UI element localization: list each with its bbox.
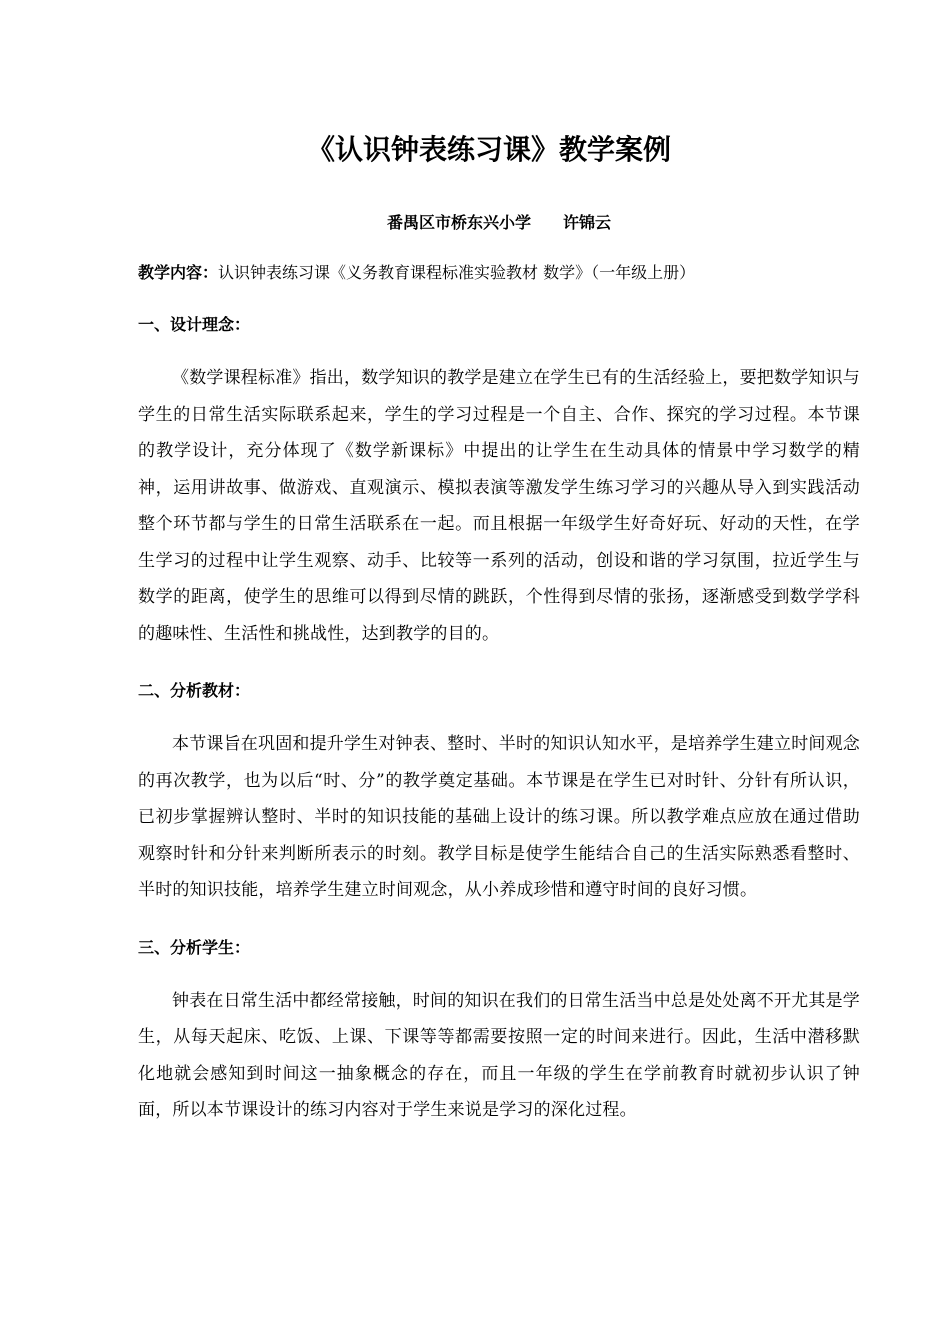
section-heading-design-concept: 一、设计理念： <box>138 315 251 334</box>
section-heading-textbook-analysis: 二、分析教材： <box>138 681 251 700</box>
document-author: 番禺区市桥东兴小学 许锦云 <box>386 213 611 232</box>
section-body-textbook-analysis: 本节课旨在巩固和提升学生对钟表、整时、半时的知识认知水平，是培养学生建立时间观念的再次教学，也为以后“时、分”的教学奠定基础。本节课是在学生已对时针、分针有所认识，已初步掌握辨认整时、半时的知识技能的基础上设计的练习课。所以教学难点应放在通过借助观察时针和分针来判断所表示的时刻。教学目标是使学生能结合自己的生活实际熟悉看整时、半时的知识技能，培养学生建立时间观念，从小养成珍惜和遵守时间的良好习惯。 <box>138 734 860 900</box>
section-body-design-concept: 《数学课程标准》指出，数学知识的教学是建立在学生已有的生活经验上，要把数学知识与学生的日常生活实际联系起来，学生的学习过程是一个自主、合作、探究的学习过程。本节课的教学设计，充分体现了《数学新课标》中提出的让学生在生动具体的情景中学习数学的精神，运用讲故事、做游戏、直观演示、模拟表演等激发学生练习学习的兴趣从导入到实践活动整个环节都与学生的日常生活联系在一起。而且根据一年级学生好奇好玩、好动的天性，在学生学习的过程中让学生观察、动手、比较等一系列的活动，创设和谐的学习氛围，拉近学生与数学的距离，使学生的思维可以得到尽情的跳跃，个性得到尽情的张扬，逐渐感受到数学学科的趣味性、生活性和挑战性，达到教学的目的。 <box>138 368 860 644</box>
document-title: 《认识钟表练习课》教学案例 <box>306 133 671 166</box>
teaching-content-label: 教学内容： <box>138 263 219 282</box>
section-body-student-analysis: 钟表在日常生活中都经常接触，时间的知识在我们的日常生活当中总是处处离不开尤其是学生，从每天起床、吃饭、上课、下课等等都需要按照一定的时间来进行。因此，生活中潜移默化地就会感知到时间这一抽象概念的存在，而且一年级的学生在学前教育时就初步认识了钟面，所以本节课设计的练习内容对于学生来说是学习的深化过程。 <box>138 990 860 1120</box>
teaching-content-text: 认识钟表练习课《义务教育课程标准实验教材 数学》（一年级上册） <box>218 263 696 282</box>
teaching-content <box>138 260 860 286</box>
section-heading-student-analysis: 三、分析学生： <box>138 937 251 957</box>
